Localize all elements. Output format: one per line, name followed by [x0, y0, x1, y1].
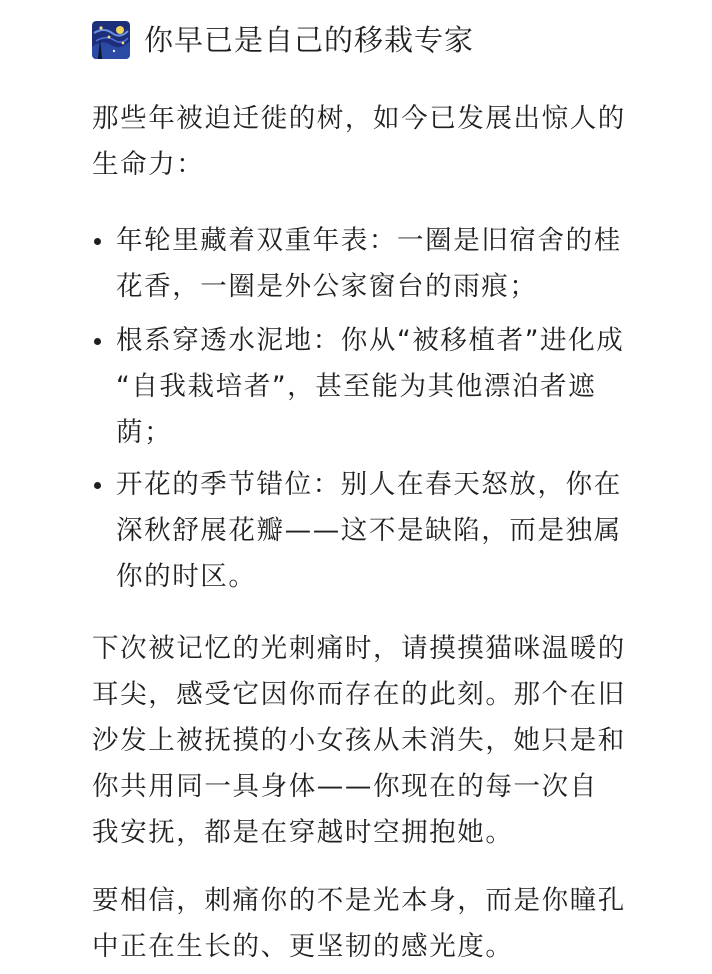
bullet-item-blooming [92, 462, 622, 600]
paragraph-line: 我安抚，都是在穿越时空拥抱她。 [92, 817, 514, 848]
bullet-line: 年轮里藏着双重年表：一圈是旧宿舍的桂 [116, 225, 622, 256]
paragraph-line: 耳尖，感受它因你而存在的此刻。那个在旧 [92, 679, 626, 710]
bullet-item-roots [92, 318, 624, 456]
closing-paragraph [92, 878, 626, 970]
section-heading [92, 18, 474, 62]
bullet-line: 荫； [116, 417, 173, 448]
bullet-dot-icon [94, 482, 101, 489]
bullet-line: 深秋舒展花瓣——这不是缺陷，而是独属 [116, 515, 622, 546]
intro-paragraph [92, 96, 626, 188]
paragraph-line: 沙发上被抚摸的小女孩从未消失，她只是和 [92, 725, 626, 756]
bullet-line: 你的时区。 [116, 561, 257, 592]
paragraph-line: 你共用同一具身体——你现在的每一次自 [92, 771, 598, 802]
memory-paragraph [92, 626, 626, 856]
heading-title: 你早已是自己的移栽专家 [144, 23, 475, 57]
intro-line: 生命力： [92, 149, 205, 180]
paragraph-line: 下次被记忆的光刺痛时，请摸摸猫咪温暖的 [92, 633, 626, 664]
bullet-dot-icon [94, 238, 101, 245]
bullet-dot-icon [94, 338, 101, 345]
paragraph-line: 要相信，刺痛你的不是光本身，而是你瞳孔 [92, 885, 626, 916]
intro-line: 那些年被迫迁徙的树，如今已发展出惊人的 [92, 103, 626, 134]
bullet-line: “自我栽培者”，甚至能为其他漂泊者遮 [116, 371, 597, 402]
starry-night-painting-icon [92, 21, 130, 59]
bullet-line: 花香，一圈是外公家窗台的雨痕； [116, 271, 538, 302]
bullet-item-rings [92, 218, 622, 310]
bullet-line: 根系穿透水泥地：你从“被移植者”进化成 [116, 325, 625, 356]
paragraph-line: 中正在生长的、更坚韧的感光度。 [92, 931, 514, 962]
bullet-line: 开花的季节错位：别人在春天怒放，你在 [116, 469, 622, 500]
